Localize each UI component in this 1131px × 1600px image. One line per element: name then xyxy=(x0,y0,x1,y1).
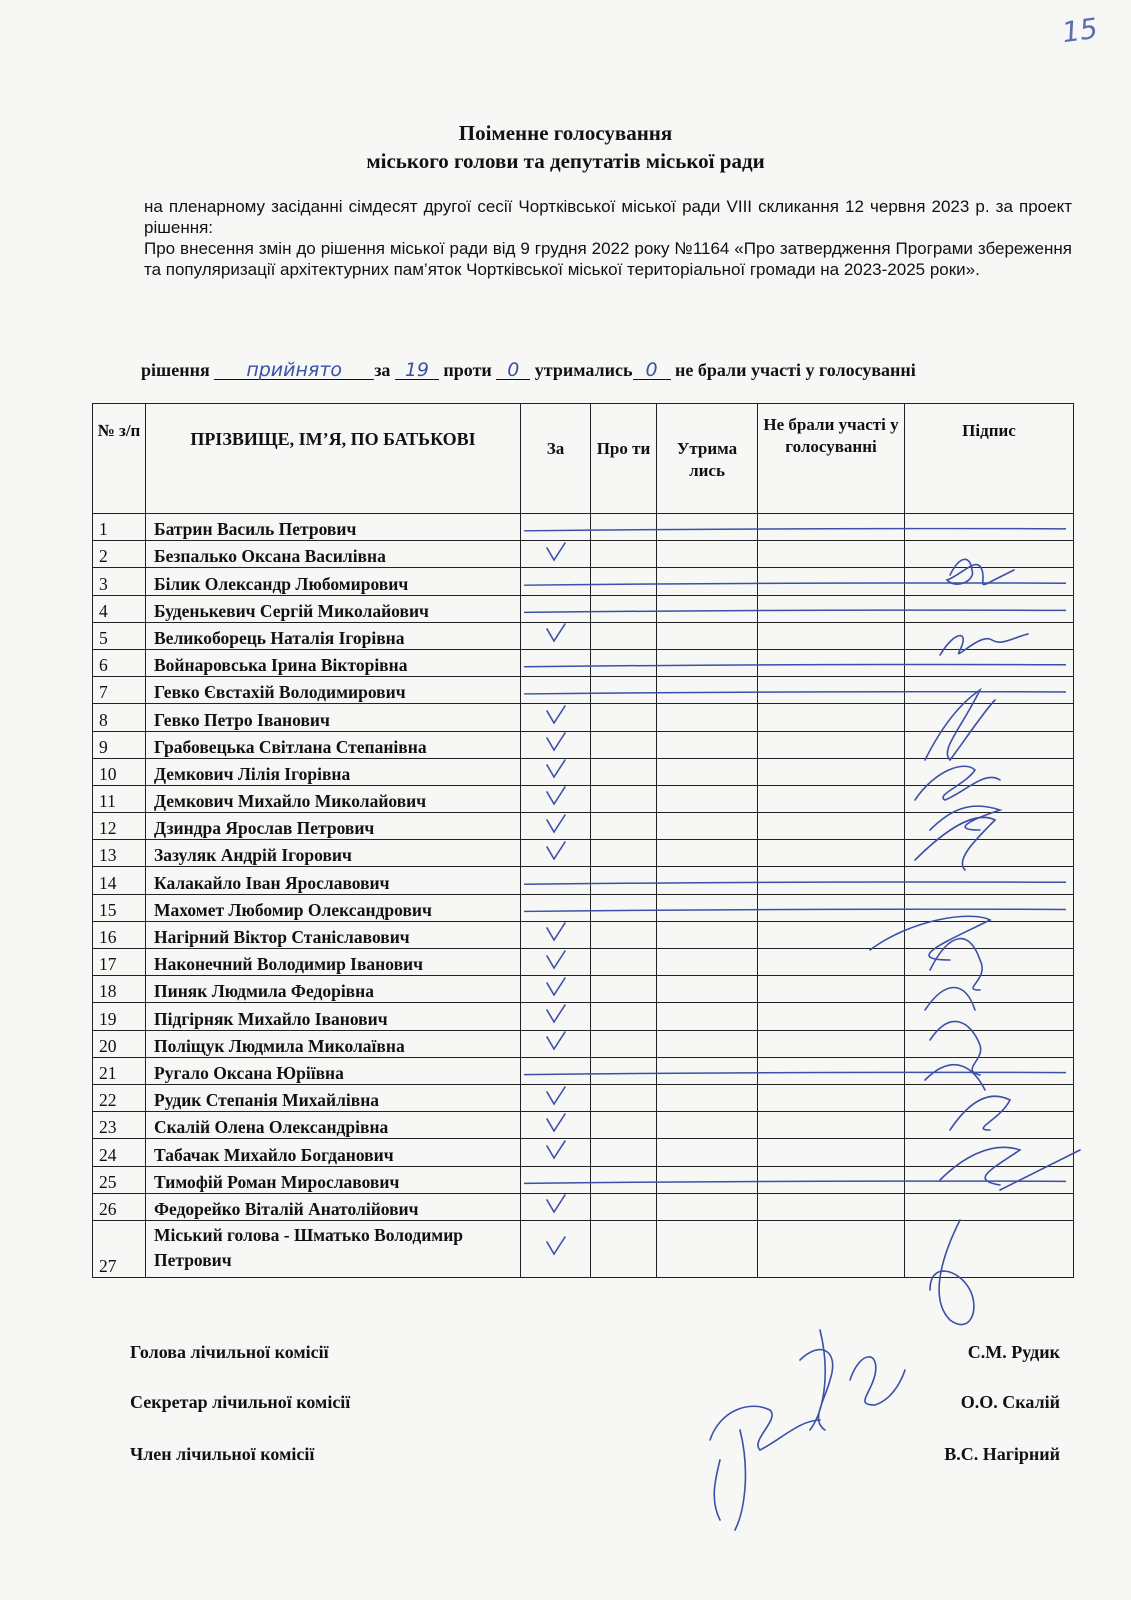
vote-not-voted-cell xyxy=(758,758,905,785)
row-number: 12 xyxy=(93,813,146,840)
vote-not-voted-cell xyxy=(758,894,905,921)
row-number: 9 xyxy=(93,731,146,758)
signature-cell xyxy=(905,1084,1074,1111)
vote-for-cell xyxy=(521,921,591,948)
vote-not-voted-cell xyxy=(758,1139,905,1166)
vote-abstained-cell xyxy=(657,785,758,812)
vote-against-cell xyxy=(591,1112,657,1139)
row-number: 23 xyxy=(93,1112,146,1139)
table-row xyxy=(93,840,1074,867)
vote-for-cell xyxy=(521,758,591,785)
vote-against-cell xyxy=(591,1057,657,1084)
vote-for-cell xyxy=(521,894,591,921)
vote-for-cell xyxy=(521,704,591,731)
not-voted-label: не брали участі у голосуванні xyxy=(675,360,916,380)
table-row xyxy=(93,649,1074,676)
decision-summary xyxy=(141,360,1081,381)
vote-for-cell xyxy=(521,1003,591,1030)
row-number: 11 xyxy=(93,785,146,812)
deputy-name: Гевко Петро Іванович xyxy=(146,704,521,731)
signature-cell xyxy=(905,622,1074,649)
header-num: № з/п xyxy=(93,404,146,514)
row-number: 14 xyxy=(93,867,146,894)
vote-abstained-cell xyxy=(657,622,758,649)
table-row xyxy=(93,1166,1074,1193)
deputy-name: Пиняк Людмила Федорівна xyxy=(146,976,521,1003)
deputy-name: Демкович Михайло Миколайович xyxy=(146,785,521,812)
vote-against-cell xyxy=(591,622,657,649)
deputy-name: Табачак Михайло Богданович xyxy=(146,1139,521,1166)
member-name: В.С. Нагірний xyxy=(944,1444,1060,1464)
table-row xyxy=(93,1139,1074,1166)
signature-cell xyxy=(905,813,1074,840)
vote-against-cell xyxy=(591,1166,657,1193)
vote-abstained-cell xyxy=(657,894,758,921)
vote-not-voted-cell xyxy=(758,867,905,894)
vote-against-cell xyxy=(591,514,657,541)
vote-not-voted-cell xyxy=(758,541,905,568)
row-number: 25 xyxy=(93,1166,146,1193)
vote-not-voted-cell xyxy=(758,921,905,948)
table-row xyxy=(93,622,1074,649)
deputy-name: Ругало Оксана Юріївна xyxy=(146,1057,521,1084)
row-number: 18 xyxy=(93,976,146,1003)
vote-not-voted-cell xyxy=(758,1057,905,1084)
vote-abstained-cell xyxy=(657,1084,758,1111)
signature-cell xyxy=(905,1057,1074,1084)
vote-against-cell xyxy=(591,894,657,921)
vote-for-cell xyxy=(521,622,591,649)
abstained-count: 0 xyxy=(633,361,671,380)
deputy-name: Войнаровська Ірина Вікторівна xyxy=(146,649,521,676)
header-abstained: Утрима лись xyxy=(657,404,758,514)
check-mark-icon xyxy=(545,1194,567,1214)
check-mark-icon xyxy=(545,732,567,752)
signature-cell xyxy=(905,949,1074,976)
vote-not-voted-cell xyxy=(758,622,905,649)
vote-for-cell xyxy=(521,840,591,867)
deputy-name: Великоборець Наталія Ігорівна xyxy=(146,622,521,649)
vote-for-cell xyxy=(521,949,591,976)
deputy-name: Наконечний Володимир Іванович xyxy=(146,949,521,976)
vote-for-cell xyxy=(521,1220,591,1277)
vote-not-voted-cell xyxy=(758,1084,905,1111)
row-number: 21 xyxy=(93,1057,146,1084)
table-header-row xyxy=(93,404,1074,514)
deputy-name: Федорейко Віталій Анатолійович xyxy=(146,1193,521,1220)
table-row xyxy=(93,1030,1074,1057)
document-subtitle: міського голови та депутатів міської ради xyxy=(366,149,765,173)
vote-not-voted-cell xyxy=(758,813,905,840)
row-number: 20 xyxy=(93,1030,146,1057)
deputy-name: Грабовецька Світлана Степанівна xyxy=(146,731,521,758)
vote-abstained-cell xyxy=(657,514,758,541)
vote-abstained-cell xyxy=(657,840,758,867)
signature-cell xyxy=(905,1030,1074,1057)
vote-not-voted-cell xyxy=(758,1166,905,1193)
deputy-name: Батрин Василь Петрович xyxy=(146,514,521,541)
session-text: на пленарному засіданні сімдесят другої сесії Чортківської міської ради VIII скликання 12 червня 2023 р. за проект рішення: xyxy=(144,197,1072,237)
vote-not-voted-cell xyxy=(758,649,905,676)
header-for: За xyxy=(521,404,591,514)
vote-against-cell xyxy=(591,568,657,595)
check-mark-icon xyxy=(545,786,567,806)
row-number: 8 xyxy=(93,704,146,731)
check-mark-icon xyxy=(545,1004,567,1024)
check-mark-icon xyxy=(545,759,567,779)
check-mark-icon xyxy=(545,1113,567,1133)
vote-against-cell xyxy=(591,758,657,785)
vote-abstained-cell xyxy=(657,1220,758,1277)
vote-abstained-cell xyxy=(657,595,758,622)
vote-table xyxy=(92,403,1074,1278)
vote-for-cell xyxy=(521,1030,591,1057)
signature-cell xyxy=(905,541,1074,568)
vote-against-cell xyxy=(591,677,657,704)
deputy-name: Калакайло Іван Ярославович xyxy=(146,867,521,894)
deputy-name: Гевко Євстахій Володимирович xyxy=(146,677,521,704)
header-against: Про ти xyxy=(591,404,657,514)
row-number: 15 xyxy=(93,894,146,921)
intro-block xyxy=(144,196,1072,280)
vote-abstained-cell xyxy=(657,677,758,704)
vote-for-cell xyxy=(521,1139,591,1166)
vote-against-cell xyxy=(591,921,657,948)
vote-for-cell xyxy=(521,1166,591,1193)
deputy-name: Буденькевич Сергій Миколайович xyxy=(146,595,521,622)
vote-not-voted-cell xyxy=(758,1112,905,1139)
row-number: 27 xyxy=(93,1220,146,1277)
signature-cell xyxy=(905,758,1074,785)
role-label: Голова лічильної комісії xyxy=(130,1342,329,1362)
row-number: 1 xyxy=(93,514,146,541)
table-row xyxy=(93,976,1074,1003)
vote-not-voted-cell xyxy=(758,1193,905,1220)
vote-for-cell xyxy=(521,1084,591,1111)
signature-cell xyxy=(905,731,1074,758)
table-row xyxy=(93,1057,1074,1084)
member-name: О.О. Скалій xyxy=(960,1392,1060,1412)
vote-not-voted-cell xyxy=(758,514,905,541)
deputy-name: Рудик Степанія Михайлівна xyxy=(146,1084,521,1111)
deputy-name: Підгірняк Михайло Іванович xyxy=(146,1003,521,1030)
signature-cell xyxy=(905,921,1074,948)
vote-for-cell xyxy=(521,731,591,758)
vote-abstained-cell xyxy=(657,649,758,676)
vote-abstained-cell xyxy=(657,921,758,948)
vote-against-cell xyxy=(591,1084,657,1111)
table-row xyxy=(93,949,1074,976)
header-signature: Підпис xyxy=(905,404,1074,514)
table-row xyxy=(93,514,1074,541)
vote-against-cell xyxy=(591,1139,657,1166)
deputy-name: Демкович Лілія Ігорівна xyxy=(146,758,521,785)
deputy-name: Білик Олександр Любомирович xyxy=(146,568,521,595)
deputy-name: Нагірний Віктор Станіславович xyxy=(146,921,521,948)
vote-against-cell xyxy=(591,840,657,867)
table-row xyxy=(93,1003,1074,1030)
vote-abstained-cell xyxy=(657,704,758,731)
row-number: 22 xyxy=(93,1084,146,1111)
row-number: 5 xyxy=(93,622,146,649)
table-row xyxy=(93,595,1074,622)
deputy-name: Дзиндра Ярослав Петрович xyxy=(146,813,521,840)
row-number: 24 xyxy=(93,1139,146,1166)
vote-not-voted-cell xyxy=(758,976,905,1003)
check-mark-icon xyxy=(545,950,567,970)
row-number: 3 xyxy=(93,568,146,595)
vote-not-voted-cell xyxy=(758,1003,905,1030)
signature-cell xyxy=(905,514,1074,541)
vote-abstained-cell xyxy=(657,976,758,1003)
for-count: 19 xyxy=(395,361,439,380)
vote-not-voted-cell xyxy=(758,704,905,731)
table-row xyxy=(93,677,1074,704)
signature-cell xyxy=(905,785,1074,812)
table-row xyxy=(93,1193,1074,1220)
table-row xyxy=(93,758,1074,785)
signature-cell xyxy=(905,840,1074,867)
vote-not-voted-cell xyxy=(758,595,905,622)
table-row xyxy=(93,568,1074,595)
vote-against-cell xyxy=(591,1030,657,1057)
vote-not-voted-cell xyxy=(758,677,905,704)
check-mark-icon xyxy=(545,922,567,942)
abstained-label: утримались xyxy=(534,360,633,380)
vote-for-cell xyxy=(521,677,591,704)
check-mark-icon xyxy=(545,1140,567,1160)
vote-not-voted-cell xyxy=(758,840,905,867)
vote-abstained-cell xyxy=(657,867,758,894)
vote-against-cell xyxy=(591,813,657,840)
vote-for-cell xyxy=(521,1193,591,1220)
vote-abstained-cell xyxy=(657,1003,758,1030)
table-row xyxy=(93,1220,1074,1277)
deputy-name: Безпалько Оксана Василівна xyxy=(146,541,521,568)
vote-against-cell xyxy=(591,785,657,812)
vote-for-cell xyxy=(521,813,591,840)
vote-against-cell xyxy=(591,1220,657,1277)
vote-abstained-cell xyxy=(657,1030,758,1057)
vote-not-voted-cell xyxy=(758,1030,905,1057)
vote-against-cell xyxy=(591,541,657,568)
vote-for-cell xyxy=(521,1112,591,1139)
against-count: 0 xyxy=(496,361,530,380)
against-label: проти xyxy=(443,360,492,380)
vote-abstained-cell xyxy=(657,1193,758,1220)
check-mark-icon xyxy=(545,1236,567,1256)
vote-against-cell xyxy=(591,595,657,622)
table-row xyxy=(93,894,1074,921)
vote-for-cell xyxy=(521,568,591,595)
commission-signature-2 xyxy=(850,1357,905,1405)
document-title: Поіменне голосування xyxy=(458,121,673,145)
check-mark-icon xyxy=(545,814,567,834)
check-mark-icon xyxy=(545,542,567,562)
vote-abstained-cell xyxy=(657,1166,758,1193)
signature-cell xyxy=(905,1003,1074,1030)
deputy-name: Скалій Олена Олександрівна xyxy=(146,1112,521,1139)
table-row xyxy=(93,867,1074,894)
check-mark-icon xyxy=(545,705,567,725)
vote-not-voted-cell xyxy=(758,568,905,595)
vote-abstained-cell xyxy=(657,949,758,976)
signature-cell xyxy=(905,867,1074,894)
table-row xyxy=(93,1084,1074,1111)
deputy-name: Міський голова - Шматько Володимир Петрович xyxy=(146,1220,521,1277)
row-number: 16 xyxy=(93,921,146,948)
signature-cell xyxy=(905,1139,1074,1166)
vote-for-cell xyxy=(521,785,591,812)
row-number: 13 xyxy=(93,840,146,867)
check-mark-icon xyxy=(545,1086,567,1106)
vote-abstained-cell xyxy=(657,731,758,758)
vote-against-cell xyxy=(591,1193,657,1220)
check-mark-icon xyxy=(545,841,567,861)
check-mark-icon xyxy=(545,1031,567,1051)
signature-cell xyxy=(905,1193,1074,1220)
signature-cell xyxy=(905,704,1074,731)
header-not-voted: Не брали участі у голосуванні xyxy=(758,404,905,514)
vote-abstained-cell xyxy=(657,1139,758,1166)
deputy-name: Тимофій Роман Мирославович xyxy=(146,1166,521,1193)
role-label: Член лічильної комісії xyxy=(130,1444,315,1464)
vote-for-cell xyxy=(521,514,591,541)
table-row xyxy=(93,704,1074,731)
row-number: 17 xyxy=(93,949,146,976)
vote-against-cell xyxy=(591,949,657,976)
header-name: ПРІЗВИЩЕ, ІМ’Я, ПО БАТЬКОВІ xyxy=(146,404,521,514)
deputy-name: Поліщук Людмила Миколаївна xyxy=(146,1030,521,1057)
deputy-name: Махомет Любомир Олександрович xyxy=(146,894,521,921)
row-number: 4 xyxy=(93,595,146,622)
signature-cell xyxy=(905,568,1074,595)
vote-for-cell xyxy=(521,976,591,1003)
vote-for-cell xyxy=(521,867,591,894)
row-number: 2 xyxy=(93,541,146,568)
table-row xyxy=(93,785,1074,812)
deputy-name: Зазуляк Андрій Ігорович xyxy=(146,840,521,867)
vote-against-cell xyxy=(591,1003,657,1030)
page-number: 15 xyxy=(1059,11,1100,50)
table-row xyxy=(93,921,1074,948)
signature-cell xyxy=(905,894,1074,921)
member-name: С.М. Рудик xyxy=(967,1342,1060,1362)
vote-for-cell xyxy=(521,1057,591,1084)
decision-result: прийнято xyxy=(214,361,374,380)
commission-signature-3 xyxy=(710,1406,820,1530)
row-number: 10 xyxy=(93,758,146,785)
vote-not-voted-cell xyxy=(758,785,905,812)
signature-cell xyxy=(905,1166,1074,1193)
decision-label: рішення xyxy=(141,360,210,380)
signature-cell xyxy=(905,595,1074,622)
for-label: за xyxy=(374,360,391,380)
vote-abstained-cell xyxy=(657,541,758,568)
check-mark-icon xyxy=(545,977,567,997)
table-row xyxy=(93,541,1074,568)
role-label: Секретар лічильної комісії xyxy=(130,1392,351,1412)
signature-cell xyxy=(905,976,1074,1003)
row-number: 7 xyxy=(93,677,146,704)
vote-table-body xyxy=(93,514,1074,1278)
vote-against-cell xyxy=(591,976,657,1003)
table-row xyxy=(93,813,1074,840)
signature-cell xyxy=(905,677,1074,704)
project-text: Про внесення змін до рішення міської ради від 9 грудня 2022 року №1164 «Про затвердження Програми збереження та популяризації архітектурних пам’яток Чортківської міської територіальної громади на 2023-2025 роки». xyxy=(144,239,1072,279)
vote-against-cell xyxy=(591,704,657,731)
vote-for-cell xyxy=(521,649,591,676)
vote-not-voted-cell xyxy=(758,1220,905,1277)
vote-against-cell xyxy=(591,867,657,894)
vote-abstained-cell xyxy=(657,1112,758,1139)
check-mark-icon xyxy=(545,623,567,643)
vote-against-cell xyxy=(591,649,657,676)
vote-not-voted-cell xyxy=(758,949,905,976)
row-number: 19 xyxy=(93,1003,146,1030)
row-number: 26 xyxy=(93,1193,146,1220)
vote-for-cell xyxy=(521,541,591,568)
vote-for-cell xyxy=(521,595,591,622)
vote-abstained-cell xyxy=(657,1057,758,1084)
table-row xyxy=(93,1112,1074,1139)
signature-cell xyxy=(905,1220,1074,1277)
vote-not-voted-cell xyxy=(758,731,905,758)
table-row xyxy=(93,731,1074,758)
vote-abstained-cell xyxy=(657,813,758,840)
signature-cell xyxy=(905,1112,1074,1139)
vote-abstained-cell xyxy=(657,568,758,595)
row-number: 6 xyxy=(93,649,146,676)
vote-abstained-cell xyxy=(657,758,758,785)
vote-against-cell xyxy=(591,731,657,758)
signature-cell xyxy=(905,649,1074,676)
commission-signature-1 xyxy=(800,1330,833,1430)
